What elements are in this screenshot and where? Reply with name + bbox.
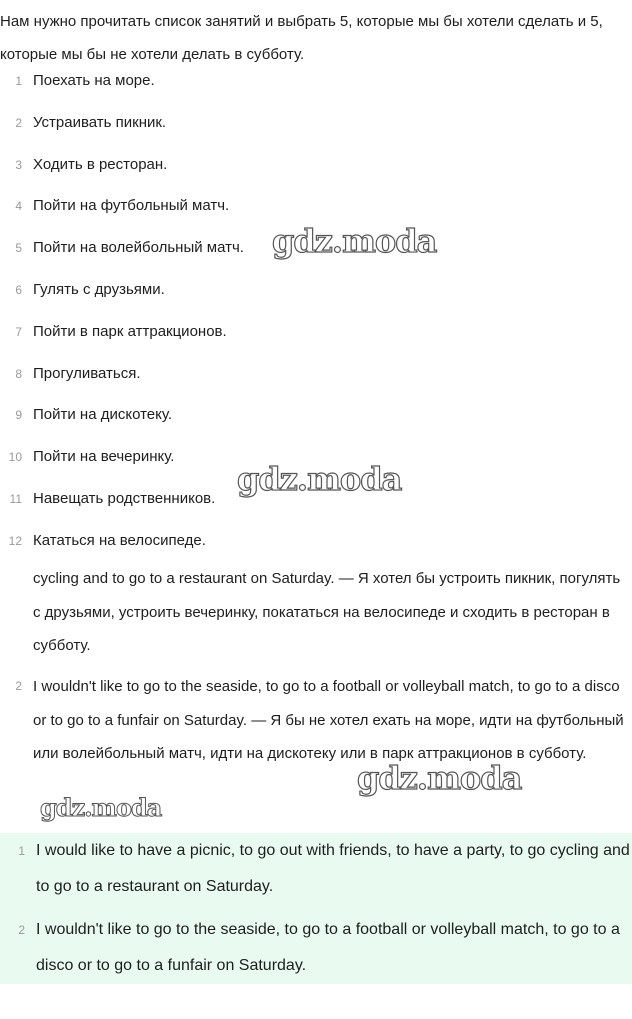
- item-text: Ходить в ресторан.: [33, 155, 168, 173]
- answer-2-text: I wouldn't like to go to the seaside, to go to a football or volleyball match, to go to a disco or to go to a funfair on Saturday. — Я бы не хотел ехать на море, идти на футбольный или волейбольный матч, идти на дискотеку или в парк аттракционов в субботу.: [33, 678, 624, 762]
- item-text: Прогуливаться.: [33, 364, 141, 382]
- item-text: Пойти в парк аттракционов.: [33, 322, 227, 340]
- item-number: 11: [9, 491, 22, 506]
- item-text: Пойти на вечеринку.: [33, 448, 175, 466]
- item-number: 2: [15, 115, 22, 130]
- item-number: 1: [18, 844, 25, 858]
- item-number: 4: [15, 199, 22, 214]
- item-number: 2: [15, 679, 22, 693]
- list-item: [0, 273, 632, 315]
- list-item: [0, 524, 632, 566]
- item-text: Пойти на дискотеку.: [33, 406, 173, 424]
- item-number: 8: [15, 366, 22, 381]
- intro-text: Нам нужно прочитать список занятий и выбрать 5, которые мы бы хотели сделать и 5, которые мы бы не хотели делать в субботу.: [0, 13, 603, 63]
- item-number: 6: [15, 282, 22, 297]
- list-item: [0, 357, 632, 399]
- item-text: Пойти на волейбольный матч.: [33, 239, 244, 257]
- item-number: 9: [15, 408, 22, 423]
- highlighted-text: I wouldn't like to go to the seaside, to go to a football or volleyball match, to go to a disco or to go to a funfair on Saturday.: [36, 921, 620, 974]
- item-number: 7: [15, 324, 22, 339]
- list-item: [0, 148, 632, 190]
- list-item: [0, 398, 632, 440]
- list-item: [0, 106, 632, 148]
- item-text: Пойти на футбольный матч.: [33, 197, 230, 215]
- item-number: 5: [15, 241, 22, 256]
- item-number: 10: [8, 450, 22, 465]
- item-number: 12: [8, 533, 22, 548]
- item-number: 2: [18, 923, 25, 937]
- item-text: Навещать родственников.: [33, 489, 216, 507]
- item-text: Устраивать пикник.: [33, 113, 167, 131]
- list-item: [0, 315, 632, 357]
- list-item: [0, 64, 632, 106]
- highlighted-answers: [0, 833, 632, 984]
- watermark-logo: gdz.moda: [357, 759, 522, 797]
- item-number: 3: [15, 157, 22, 172]
- item-text: Кататься на велосипеде.: [33, 531, 206, 549]
- watermark-logo: gdz.moda: [272, 222, 437, 260]
- answer-1-continuation: cycling and to go to a restaurant on Saturday. — Я хотел бы устроить пикник, погулять с друзьями, устроить вечеринку, покататься на велосипеде и сходить в ресторан в субботу.: [33, 570, 621, 654]
- item-text: Поехать на море.: [33, 72, 155, 89]
- item-text: Гулять с друзьями.: [33, 280, 165, 298]
- answer-2: [0, 670, 632, 771]
- highlighted-text: I would like to have a picnic, to go out with friends, to have a party, to go cycling and to go to a restaurant on Saturday.: [36, 842, 630, 895]
- highlighted-item: [0, 833, 632, 905]
- highlighted-item: [0, 912, 632, 984]
- watermark-logo: gdz.moda: [237, 460, 402, 498]
- watermark-logo: gdz.moda: [40, 793, 162, 822]
- item-number: 1: [15, 74, 22, 88]
